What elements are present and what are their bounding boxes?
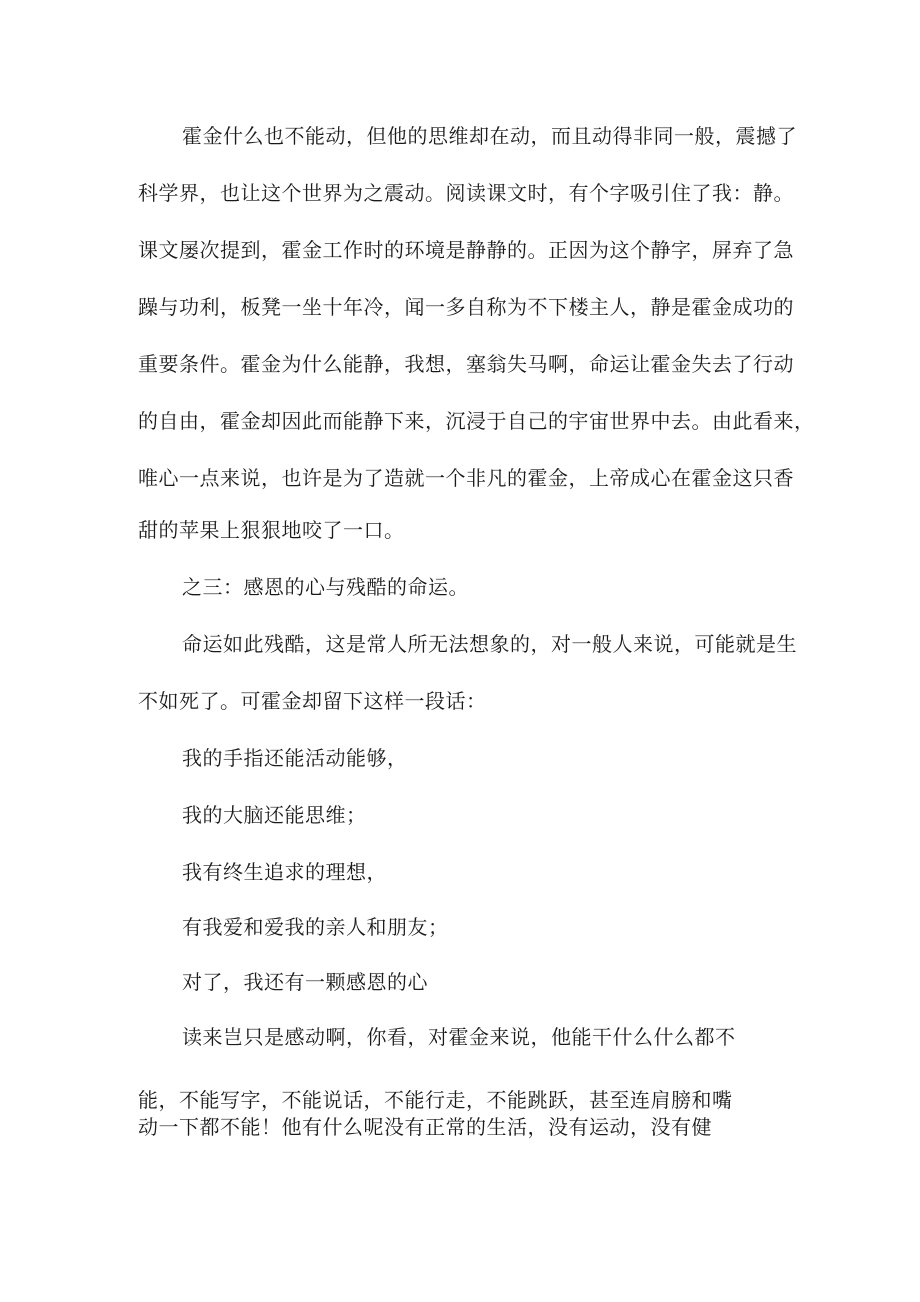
paragraph-line: 能，不能写字，不能说话，不能行走，不能跳跃，甚至连肩膀和嘴 [138,1088,733,1112]
paragraph-line: 课文屡次提到，霍金工作时的环境是静静的。正因为这个静字，屏弃了急 [138,238,794,262]
poem-line: 有我爱和爱我的亲人和朋友； [182,915,449,939]
paragraph-line: 躁与功利，板凳一坐十年冷，闻一多自称为不下楼主人，静是霍金成功的 [138,295,794,319]
paragraph-line: 甜的苹果上狠狠地咬了一口。 [138,518,405,542]
paragraph-line: 科学界，也让这个世界为之震动。阅读课文时，有个字吸引住了我：静。 [138,181,794,205]
paragraph-line: 唯心一点来说，也许是为了造就一个非凡的霍金，上帝成心在霍金这只香 [138,466,794,490]
poem-line: 我的手指还能活动能够， [182,746,408,770]
paragraph-line: 的自由，霍金却因此而能静下来，沉浸于自己的宇宙世界中去。由此看来， [138,409,815,433]
poem-line: 我有终生追求的理想， [182,860,387,884]
paragraph-line: 命运如此残酷，这是常人所无法想象的，对一般人来说，可能就是生 [182,632,797,656]
paragraph-line: 霍金什么也不能动，但他的思维却在动，而且动得非同一般，震撼了 [182,124,797,148]
paragraph-line: 不如死了。可霍金却留下这样一段话： [138,689,487,713]
paragraph-line: 动一下都不能！他有什么呢没有正常的生活，没有运动，没有健 [138,1115,712,1139]
poem-line: 我的大脑还能思维； [182,803,367,827]
paragraph-line: 读来岂只是感动啊，你看，对霍金来说，他能干什么什么都不 [182,1025,736,1049]
section-heading: 之三：感恩的心与残酷的命运。 [182,575,469,599]
poem-line: 对了，我还有一颗感恩的心 [182,970,428,994]
paragraph-line: 重要条件。霍金为什么能静，我想，塞翁失马啊，命运让霍金失去了行动 [138,352,794,376]
